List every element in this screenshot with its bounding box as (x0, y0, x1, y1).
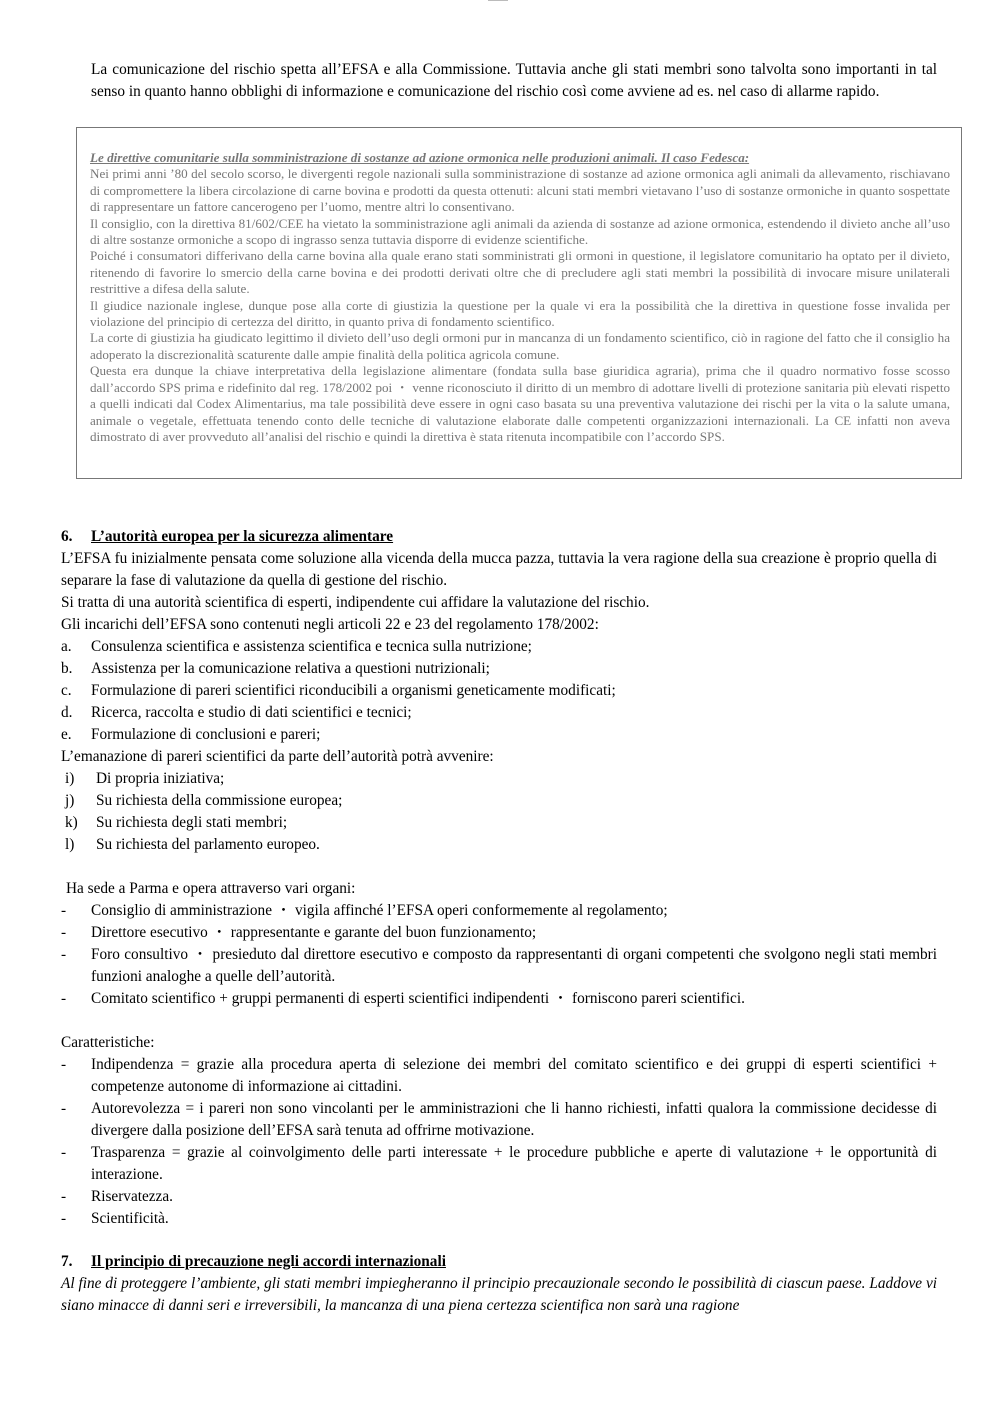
list-item (61, 1142, 937, 1186)
list-item (61, 636, 937, 658)
case-paragraph: Il consiglio, con la direttiva 81/602/CEE ha vietato la somministrazione agli animali da azienda di sostanze ad azione ormonica, estendendo il divieto anche all’uso di altre sostanze ormoniche a scopo di ingrasso senza tuttavia disporre di evidenze scientifiche. (90, 215, 950, 248)
list-item-text: Assistenza per la comunicazione relativa a questioni nutrizionali; (91, 660, 490, 677)
list-item-text: Su richiesta della commissione europea; (96, 792, 343, 809)
list-item-text: Indipendenza = grazie alla procedura aperta di selezione dei membri del comitato scientifico e dei gruppi di esperti scientifici + competenze autonome di informazione ai cittadini. (91, 1056, 937, 1095)
list-item (61, 724, 937, 746)
case-paragraph: Questa era dunque la chiave interpretativa della legislazione alimentare (fondata sulla base giuridica agraria), prima che il quadro normativo fosse scosso dall’accordo SPS prima e ridefinito dal reg. 178/2002 poi ・ venne riconosciuto il diritto di un membro di adottare livelli di protezione sanitaria più elevati rispetto a quelli indicati dal Codex Alimentarius, ma tale possibilità deve essere in ogni caso basata su una preventiva valutazione dei rischi per la vita o la salute umana, animale o vegetale, effettuata tenendo conto delle tecniche di valutazione elaborate dalle competenti organizzazioni internazionali. La CE infatti non aveva dimostrato di aver provveduto all’analisi del rischio e quindi la direttiva è stata ritenuta incompatibile con l’accordo SPS. (90, 363, 950, 444)
list-marker: d. (61, 704, 73, 721)
body-paragraph: Caratteristiche: (61, 1034, 155, 1051)
list-item-text: Scientificità. (91, 1210, 169, 1227)
section-number: 6. (61, 528, 73, 545)
list-item-text: Foro consultivo ・ presieduto dal direttore esecutivo e composto da rappresentanti di organi competenti che svolgono negli stati membri funzioni analoghe a quelle dell’autorità. (91, 946, 937, 985)
list-item (61, 944, 937, 988)
section-title: Il principio di precauzione negli accordi internazionali (91, 1253, 446, 1270)
list-item-text: Ricerca, raccolta e studio di dati scientifici e tecnici; (91, 704, 412, 721)
case-paragraph: Nei primi anni ’80 del secolo scorso, le divergenti regole nazionali sulla somministrazione di sostanze ad azione ormonica agli animali da allevamento, rischiavano di compromettere la libera circolazione di carne bovina e prodotti da questa ottenuti: alcuni stati membri vietavano l’uso di sostanze ormoniche in quanto sospettate di rappresentare un fattore cancerogeno per l’uomo, mentre altri lo consentivano. (90, 166, 950, 215)
header-mark (488, 0, 508, 4)
list-item (61, 1054, 937, 1098)
list-marker: e. (61, 726, 72, 743)
list-item (61, 790, 937, 812)
case-study-box (76, 127, 962, 479)
list-marker: a. (61, 638, 72, 655)
list-item-text: Autorevolezza = i pareri non sono vincolanti per le amministrazioni che li hanno richiesti, infatti qualora la commissione decidesse di divergere dalla posizione dell’EFSA sarà tenuta ad offrirne motivazione. (91, 1100, 937, 1139)
case-paragraph: La corte di giustizia ha giudicato legittimo il divieto dell’uso degli ormoni pur in mancanza di un fondamento scientifico, ciò in ragione del fatto che il consiglio ha adoperato la discrezionalità scaturente dalle ampie finalità della politica agricola comune. (90, 330, 950, 362)
list-item (61, 900, 937, 922)
list-marker: - (61, 1056, 67, 1073)
intro-paragraph: La comunicazione del rischio spetta all’EFSA e alla Commissione. Tuttavia anche gli stati membri sono talvolta sono importanti in tal senso in quanto hanno obblighi di informazione e comunicazione del rischio così come avviene ad es. nel caso di allarme rapido. (91, 61, 937, 100)
list-marker: l) (65, 836, 75, 853)
list-item-text: Su richiesta degli stati membri; (96, 814, 288, 831)
list-item-text: Formulazione di pareri scientifici riconducibili a organismi geneticamente modificati; (91, 682, 616, 699)
list-marker: - (61, 1144, 67, 1161)
case-study-content (90, 150, 950, 445)
list-marker: - (61, 946, 67, 963)
list-item-text: Consulenza scientifica e assistenza scientifica e tecnica sulla nutrizione; (91, 638, 532, 655)
body-paragraph: Gli incarichi dell’EFSA sono contenuti negli articoli 22 e 23 del regolamento 178/2002: (61, 616, 599, 633)
section-title: L’autorità europea per la sicurezza alimentare (91, 528, 394, 545)
list-item-text: Consiglio di amministrazione ・ vigila affinché l’EFSA operi conformemente al regolamento; (91, 902, 668, 919)
list-item-text: Riservatezza. (91, 1188, 173, 1205)
list-marker: - (61, 1100, 67, 1117)
case-paragraph: Poiché i consumatori differivano della carne bovina alla quale erano stati somministrati gli ormoni in questione, il legislatore comunitario ha optato per il divieto, ritenendo di favorire lo smercio della carne bovina e dei prodotti derivati oltre che di precludere agli stati membri la possibilità di invocare misure unilaterali restrittive a difesa della salute. (90, 248, 950, 297)
list-item-text: Trasparenza = grazie al coinvolgimento delle parti interessate + le procedure pubbliche e aperte di valutazione + le opportunità di interazione. (91, 1144, 937, 1183)
list-marker: - (61, 1210, 67, 1227)
section-6-heading (61, 526, 393, 548)
list-item (61, 702, 937, 724)
list-marker: - (61, 924, 67, 941)
list-marker: k) (65, 814, 78, 831)
body-paragraph: L’emanazione di pareri scientifici da parte dell’autorità potrà avvenire: (61, 748, 494, 765)
list-item (61, 658, 937, 680)
list-marker: c. (61, 682, 72, 699)
list-marker: i) (65, 770, 75, 787)
list-marker: - (61, 1188, 67, 1205)
case-study-title: Le direttive comunitarie sulla somministrazione di sostanze ad azione ormonica nelle produzioni animali. Il caso Fedesca: (90, 150, 750, 165)
section-7-body: Al fine di proteggere l’ambiente, gli stati membri impiegheranno il principio precauzionale secondo le possibilità di ciascun paese. Laddove vi siano minacce di danni seri e irreversibili, la mancanza di una piena certezza scientifica non sarà una ragione (61, 1275, 937, 1314)
case-paragraph: Il giudice nazionale inglese, dunque pose alla corte di giustizia la questione per la quale vi era la possibilità che la direttiva in questione fosse invalida per violazione del principio di certezza del diritto, in quanto priva di fondamento scientifico. (90, 297, 950, 330)
list-item-text: Formulazione di conclusioni e pareri; (91, 726, 321, 743)
list-item (61, 812, 937, 834)
list-item-text: Su richiesta del parlamento europeo. (96, 836, 320, 853)
body-paragraph: Ha sede a Parma e opera attraverso vari organi: (66, 880, 356, 897)
body-paragraph: L’EFSA fu inizialmente pensata come soluzione alla vicenda della mucca pazza, tuttavia la vera ragione della sua creazione è proprio quella di separare la fase di valutazione da quella di gestione del rischio. (61, 550, 937, 589)
list-item (61, 680, 937, 702)
list-marker: - (61, 990, 67, 1007)
list-item-text: Direttore esecutivo ・ rappresentante e garante del buon funzionamento; (91, 924, 537, 941)
list-item-text: Di propria iniziativa; (96, 770, 225, 787)
list-item (61, 922, 937, 944)
list-item (61, 768, 937, 790)
list-marker: b. (61, 660, 73, 677)
section-number: 7. (61, 1253, 73, 1270)
list-item (61, 834, 937, 856)
body-paragraph: Si tratta di una autorità scientifica di esperti, indipendente cui affidare la valutazione del rischio. (61, 594, 650, 611)
list-item (61, 1186, 937, 1208)
list-item (61, 1098, 937, 1142)
list-item (61, 988, 937, 1010)
list-marker: j) (65, 792, 75, 809)
list-item (61, 1208, 937, 1230)
section-6-body (61, 548, 937, 1230)
list-marker: - (61, 902, 67, 919)
section-7-heading (61, 1251, 446, 1273)
list-item-text: Comitato scientifico + gruppi permanenti di esperti scientifici indipendenti ・ forniscono pareri scientifici. (91, 990, 745, 1007)
